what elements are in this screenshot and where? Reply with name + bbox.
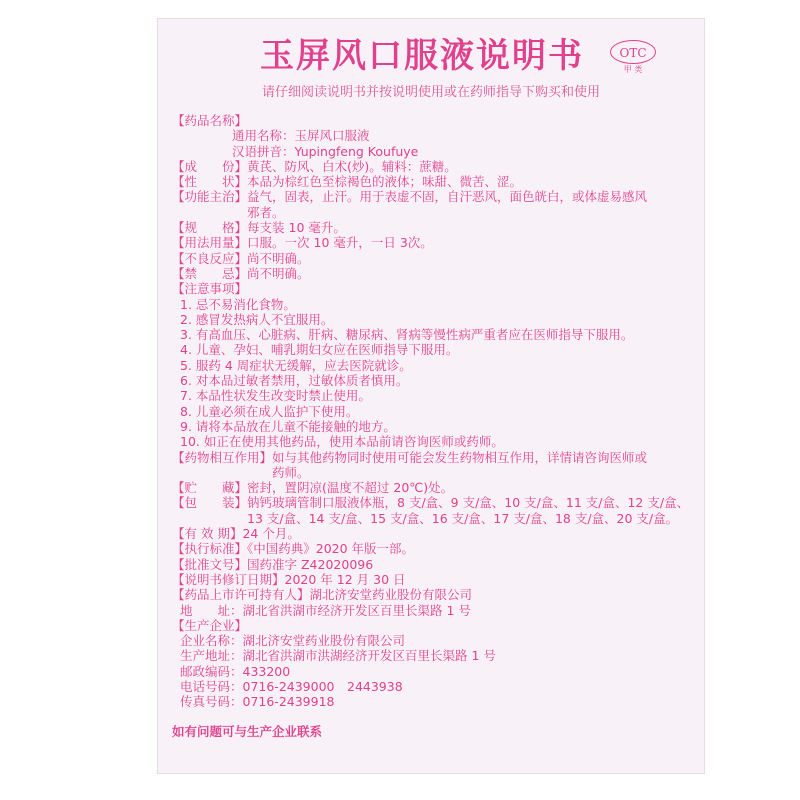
ingredients-row — [172, 159, 692, 174]
adverse-value: 尚不明确。 — [247, 250, 310, 266]
holder-row — [172, 587, 692, 602]
precaution-item: 6. 对本品过敏者禁用，过敏体质者慎用。 — [180, 373, 409, 389]
interaction-row — [172, 450, 692, 465]
usage-row — [172, 235, 692, 250]
storage-value: 密封，置阴凉(温度不超过 20℃)处。 — [247, 480, 454, 496]
revision-label: 【说明书修订日期】 — [172, 571, 285, 587]
indications-value-1: 益气，固表，止汗。用于表虚不固，自汗恶风，面色㿠白，或体虚易感风 — [247, 189, 648, 205]
spec-value: 每支装 10 毫升。 — [247, 220, 346, 236]
fax-number: 传真号码：0716-2439918 — [180, 694, 335, 710]
standard-label: 【执行标准】 — [172, 541, 248, 557]
precaution-item: 10. 如正在使用其他药品，使用本品前请咨询医师或药师。 — [180, 434, 504, 450]
spacer — [172, 710, 692, 724]
drug-name-heading — [172, 113, 692, 128]
ingredients-value: 黄芪、防风、白术(炒)。辅料：蔗糖。 — [247, 158, 457, 174]
leaflet-content — [172, 113, 692, 739]
precaution-item: 3. 有高血压、心脏病、肝病、糖尿病、肾病等慢性病严重者应在医师指导下服用。 — [180, 327, 634, 343]
ingredients-label: 【成 份】 — [172, 158, 248, 174]
interaction-label: 【药物相互作用】 — [172, 449, 273, 465]
description-row — [172, 174, 692, 189]
holder-label: 【药品上市许可持有人】 — [172, 587, 310, 603]
precaution-item: 4. 儿童、孕妇、哺乳期妇女应在医师指导下服用。 — [180, 342, 459, 358]
company-name: 企业名称：湖北济安堂药业股份有限公司 — [180, 633, 406, 649]
holder-value: 湖北济安堂药业股份有限公司 — [309, 587, 473, 603]
interaction-value-2: 药师。 — [272, 464, 310, 480]
manufacturer-heading — [172, 618, 692, 633]
description-value: 本品为棕红色至棕褐色的液体；味甜、微苦、涩。 — [247, 174, 523, 190]
otc-class-label: 甲 类 — [623, 65, 643, 74]
validity-row — [172, 526, 692, 541]
precautions-heading — [172, 281, 692, 296]
indications-row — [172, 189, 692, 204]
storage-row — [172, 480, 692, 495]
interaction-value-1: 如与其他药物同时使用可能会发生药物相互作用，详情请咨询医师或 — [272, 449, 648, 465]
spec-label: 【规 格】 — [172, 220, 248, 236]
mfg-address: 生产地址：湖北省洪湖市洪湖经济开发区百里长渠路 1 号 — [180, 648, 496, 664]
storage-label: 【贮 藏】 — [172, 480, 248, 496]
contra-label: 【禁 忌】 — [172, 265, 248, 281]
package-value-1: 钠钙玻璃管制口服液体瓶，8 支/盒、9 支/盒、10 支/盒、11 支/盒、12 支/盒、 — [247, 495, 690, 511]
contra-value: 尚不明确。 — [247, 265, 310, 281]
approval-row — [172, 557, 692, 572]
validity-label: 【有 效 期】 — [172, 526, 243, 542]
holder-address: 地 址：湖北省洪湖市经济开发区百里长渠路 1 号 — [180, 602, 471, 618]
page-title: 玉屏风口服液说明书 — [260, 36, 584, 76]
standard-value: 《中国药典》2020 年版一部。 — [247, 541, 415, 557]
otc-badge: OTC — [610, 40, 656, 64]
precaution-item: 8. 儿童必须在成人监护下使用。 — [180, 403, 359, 419]
manufacturer-label: 【生产企业】 — [172, 617, 248, 633]
precaution-item: 2. 感冒发热病人不宜服用。 — [180, 311, 334, 327]
indications-label: 【功能主治】 — [172, 189, 248, 205]
spec-row — [172, 220, 692, 235]
approval-label: 【批准文号】 — [172, 556, 248, 572]
precaution-item: 5. 服药 4 周症状无缓解，应去医院就诊。 — [180, 357, 412, 373]
contact-note: 如有问题可与生产企业联系 — [172, 723, 323, 739]
usage-label: 【用法用量】 — [172, 235, 248, 251]
revision-value: 2020 年 12 月 30 日 — [284, 571, 406, 587]
standard-row — [172, 541, 692, 556]
generic-name: 通用名称：玉屏风口服液 — [232, 128, 370, 144]
contra-row — [172, 266, 692, 281]
precautions-label: 【注意事项】 — [172, 281, 248, 297]
precaution-item: 9. 请将本品放在儿童不能接触的地方。 — [180, 418, 396, 434]
package-value-2: 13 支/盒、14 支/盒、15 支/盒、16 支/盒、17 支/盒、18 支/盒、20 支/盒。 — [247, 510, 679, 526]
postcode: 邮政编码：433200 — [180, 663, 291, 679]
adverse-row — [172, 251, 692, 266]
validity-value: 24 个月。 — [242, 526, 300, 542]
page-subtitle: 请仔细阅读说明书并按说明使用或在药师指导下购买和使用 — [261, 85, 600, 100]
description-label: 【性 状】 — [172, 174, 248, 190]
adverse-label: 【不良反应】 — [172, 250, 248, 266]
approval-value: 国药准字 Z42020096 — [247, 556, 374, 572]
phone-number: 电话号码：0716-2439000 2443938 — [180, 678, 403, 694]
precaution-item: 1. 忌不易消化食物。 — [180, 296, 296, 312]
package-label: 【包 装】 — [172, 495, 248, 511]
indications-value-2: 邪者。 — [247, 204, 285, 220]
drug-name-label: 【药品名称】 — [172, 113, 248, 128]
revision-row — [172, 572, 692, 587]
precaution-item: 7. 本品性状发生改变时禁止使用。 — [180, 388, 371, 404]
package-row — [172, 495, 692, 510]
usage-value: 口服。一次 10 毫升，一日 3次。 — [247, 235, 433, 251]
pinyin-name: 汉语拼音：Yupingfeng Koufuye — [232, 143, 419, 159]
